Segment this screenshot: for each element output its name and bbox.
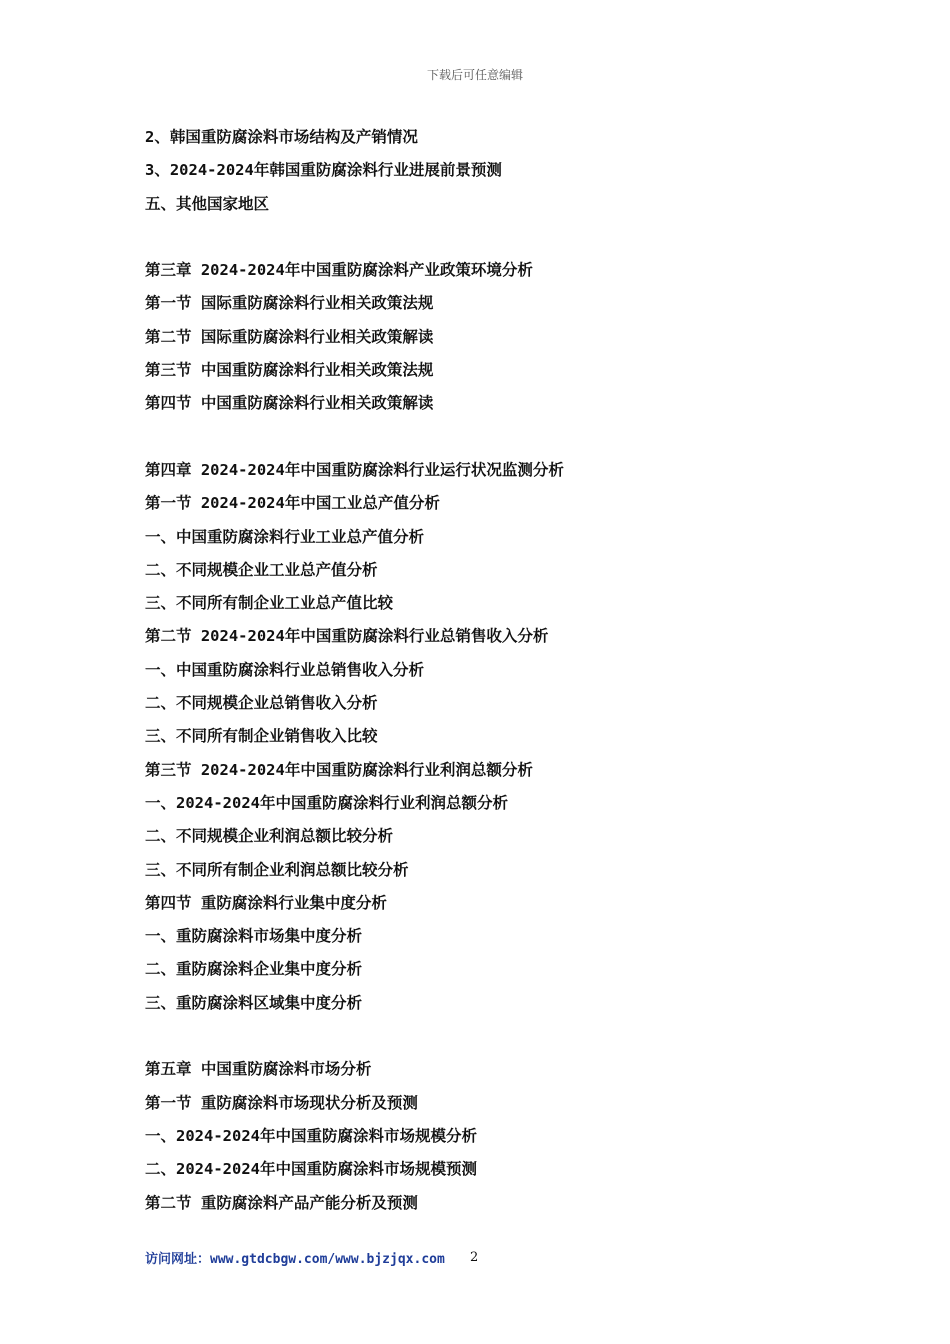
toc-line: 五、其他国家地区 (145, 194, 270, 213)
table-of-contents (145, 124, 845, 1223)
toc-line: 一、2024-2024年中国重防腐涂料市场规模分析 (145, 1126, 477, 1145)
footer-visit-link[interactable]: 访问网址：www.gtdcbgw.com/www.bjzjqx.com (145, 1252, 445, 1267)
toc-line: 第一节 2024-2024年中国工业总产值分析 (145, 494, 440, 513)
toc-line: 二、2024-2024年中国重防腐涂料市场规模预测 (145, 1160, 477, 1179)
page-number: 2 (470, 1250, 479, 1265)
toc-spacer (145, 1023, 845, 1056)
toc-line: 第三节 中国重防腐涂料行业相关政策法规 (145, 361, 434, 380)
toc-line: 第四章 2024-2024年中国重防腐涂料行业运行状况监测分析 (145, 460, 564, 479)
toc-line: 第三节 2024-2024年中国重防腐涂料行业利润总额分析 (145, 760, 533, 779)
toc-line: 3、2024-2024年韩国重防腐涂料行业进展前景预测 (145, 161, 502, 180)
toc-line: 二、不同规模企业总销售收入分析 (145, 694, 378, 713)
toc-line: 第五章 中国重防腐涂料市场分析 (145, 1060, 372, 1079)
toc-line: 一、重防腐涂料市场集中度分析 (145, 927, 363, 946)
toc-line: 第二节 2024-2024年中国重防腐涂料行业总销售收入分析 (145, 627, 549, 646)
toc-line: 三、不同所有制企业利润总额比较分析 (145, 860, 409, 879)
toc-spacer (145, 424, 845, 457)
toc-line: 第一节 重防腐涂料市场现状分析及预测 (145, 1093, 418, 1112)
header-note: 下载后可任意编辑 (426, 68, 523, 82)
toc-line: 三、不同所有制企业工业总产值比较 (145, 594, 394, 613)
toc-line: 三、不同所有制企业销售收入比较 (145, 727, 378, 746)
toc-line: 一、2024-2024年中国重防腐涂料行业利润总额分析 (145, 793, 508, 812)
toc-line: 第二节 国际重防腐涂料行业相关政策解读 (145, 327, 434, 346)
toc-line: 一、中国重防腐涂料行业总销售收入分析 (145, 660, 425, 679)
toc-line: 第三章 2024-2024年中国重防腐涂料产业政策环境分析 (145, 261, 533, 280)
toc-line: 2、韩国重防腐涂料市场结构及产销情况 (145, 128, 418, 146)
toc-line: 二、不同规模企业利润总额比较分析 (145, 827, 394, 846)
toc-line: 第四节 重防腐涂料行业集中度分析 (145, 893, 387, 912)
toc-spacer (145, 224, 845, 257)
toc-line: 第四节 中国重防腐涂料行业相关政策解读 (145, 394, 434, 413)
toc-line: 二、重防腐涂料企业集中度分析 (145, 960, 363, 979)
toc-line: 第二节 重防腐涂料产品产能分析及预测 (145, 1193, 418, 1212)
toc-line: 一、中国重防腐涂料行业工业总产值分析 (145, 527, 425, 546)
toc-line: 第一节 国际重防腐涂料行业相关政策法规 (145, 294, 434, 313)
toc-line: 二、不同规模企业工业总产值分析 (145, 560, 378, 579)
toc-line: 三、重防腐涂料区域集中度分析 (145, 993, 363, 1012)
